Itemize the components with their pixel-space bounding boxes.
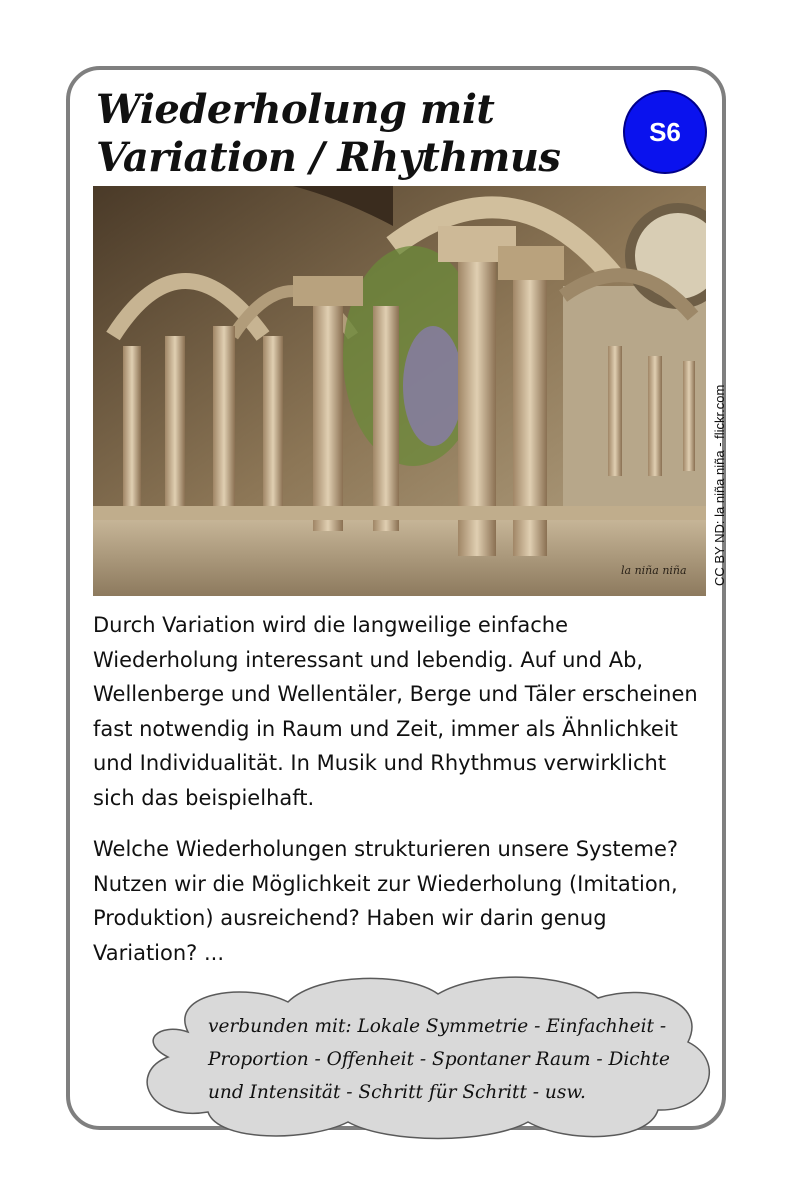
card-title [96,86,596,182]
photo-credit: CC BY ND: la niña niña - flickr.com [712,384,727,586]
title-line-1: Wiederholung mit [96,86,495,133]
related-line-2: Proportion - Offenheit - Spontaner Raum - Dichte [208,1049,670,1070]
cloister-photo [93,186,706,596]
related-line-3: und Intensität - Schritt für Schritt - usw. [208,1082,586,1103]
related-patterns-text [208,1010,708,1109]
title-line-2: Variation / Rhythmus [96,134,561,181]
related-line-1: verbunden mit: Lokale Symmetrie - Einfachheit - [208,1016,667,1037]
photo-watermark: la niña niña [621,564,687,577]
question-paragraph: Welche Wiederholungen strukturieren unsere Systeme? Nutzen wir die Möglichkeit zur Wiederholung (Imitation, Produktion) ausreichend? Haben wir darin genug Variation? ... [93,837,679,965]
description-paragraph: Durch Variation wird die langweilige einfache Wiederholung interessant und lebendig. Auf und Ab, Wellenberge und Wellentäler, Berge und Täler erscheinen fast notwendig in Raum und Zeit, immer als Ähnlichkeit und Individualität. In Musik und Rhythmus verwirklicht sich das beispielhaft. [93,613,698,810]
card-id-badge: S6 [623,90,707,174]
